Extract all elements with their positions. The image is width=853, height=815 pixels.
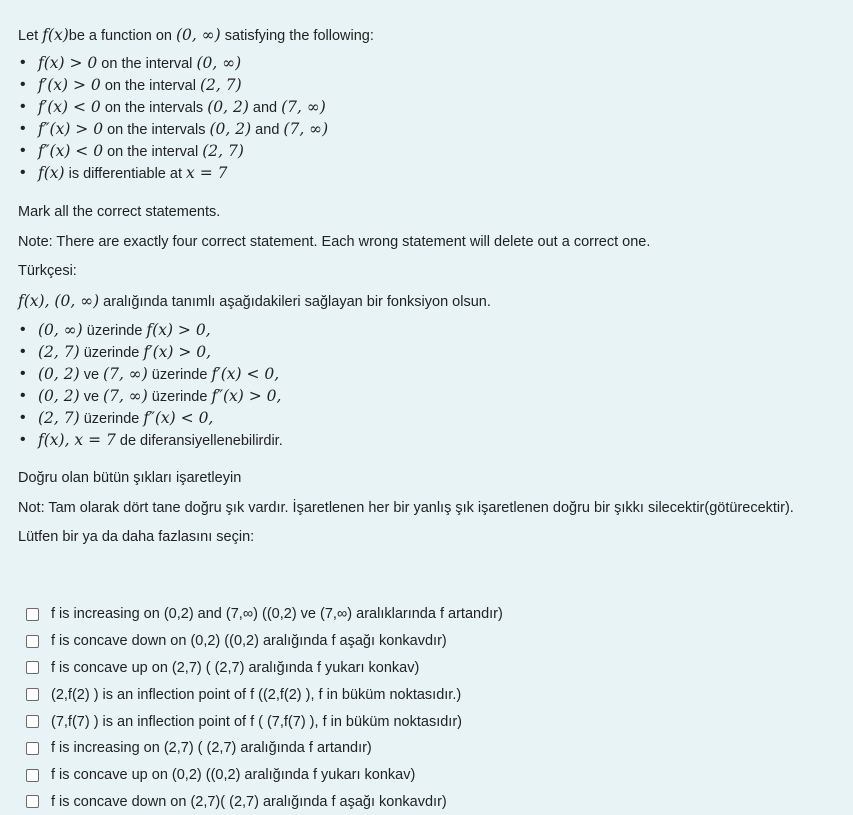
condition-item: • (2, 7) üzerinde f′(x) > 0, xyxy=(18,341,283,363)
option-label[interactable]: f is concave down on (2,7)( (2,7) aralığında f aşağı konkavdır) xyxy=(51,793,447,810)
option-label[interactable]: f is concave up on (0,2) ((0,2) aralığında f yukarı konkav) xyxy=(51,767,416,784)
condition-item: • f(x), x = 7 de diferansiyellenebilirdir. xyxy=(18,429,283,451)
option-checkbox[interactable] xyxy=(26,795,39,808)
option-checkbox[interactable] xyxy=(26,661,39,674)
intro-text-2: be a function on xyxy=(68,28,176,44)
condition-item: • (0, ∞) üzerinde f(x) > 0, xyxy=(18,319,283,341)
option-row[interactable] xyxy=(26,762,503,789)
turkish-intro-text: aralığında tanımlı aşağıdakileri sağlayan bir fonksiyon olsun. xyxy=(99,294,491,310)
condition-item: • f′(x) > 0 on the interval (2, 7) xyxy=(18,74,328,96)
option-checkbox[interactable] xyxy=(26,608,39,621)
option-label[interactable]: f is concave up on (2,7) ( (2,7) aralığında f yukarı konkav) xyxy=(51,659,420,676)
condition-item: • f″(x) > 0 on the intervals (0, 2) and (7, ∞) xyxy=(18,118,328,140)
turkish-conditions xyxy=(18,319,283,451)
question-panel xyxy=(2,2,851,811)
turkish-mark-text: Doğru olan bütün şıkları işaretleyin xyxy=(18,470,242,486)
turkish-intro xyxy=(18,292,491,310)
condition-item: • f(x) > 0 on the interval (0, ∞) xyxy=(18,52,328,74)
select-prompt: Lütfen bir ya da daha fazlasını seçin: xyxy=(18,529,255,545)
intro-text-1: Let xyxy=(18,28,43,44)
option-label[interactable]: f is increasing on (2,7) ( (2,7) aralığında f artandır) xyxy=(51,740,372,757)
turkish-note-text: Not: Tam olarak dört tane doğru şık vardır. İşaretlenen her bir yanlış şık işaretlenen doğru bir şıkkı silecektir(götürecektir). xyxy=(18,500,794,516)
option-label[interactable]: f is concave down on (0,2) ((0,2) aralığında f aşağı konkavdır) xyxy=(51,633,447,650)
option-row[interactable] xyxy=(26,789,503,815)
intro-math-fx: f(x) xyxy=(42,26,69,44)
intro-math-interval: (0, ∞) xyxy=(176,26,221,44)
condition-item: • (0, 2) ve (7, ∞) üzerinde f′(x) < 0, xyxy=(18,363,283,385)
condition-item: • (2, 7) üzerinde f″(x) < 0, xyxy=(18,407,283,429)
turkish-heading: Türkçesi: xyxy=(18,263,77,279)
turkish-intro-math: f(x), (0, ∞) xyxy=(18,292,100,310)
option-checkbox[interactable] xyxy=(26,715,39,728)
english-note-text: Note: There are exactly four correct statement. Each wrong statement will delete out a correct one. xyxy=(18,234,651,250)
condition-item: • (0, 2) ve (7, ∞) üzerinde f″(x) > 0, xyxy=(18,385,283,407)
option-row[interactable] xyxy=(26,628,503,655)
option-checkbox[interactable] xyxy=(26,742,39,755)
option-checkbox[interactable] xyxy=(26,688,39,701)
english-mark-text: Mark all the correct statements. xyxy=(18,204,221,220)
condition-item: • f′(x) < 0 on the intervals (0, 2) and (7, ∞) xyxy=(18,96,328,118)
option-checkbox[interactable] xyxy=(26,769,39,782)
answer-options xyxy=(26,601,503,815)
intro-text-3: satisfying the following: xyxy=(220,28,374,44)
option-row[interactable] xyxy=(26,708,503,735)
option-row[interactable] xyxy=(26,681,503,708)
option-label[interactable]: f is increasing on (0,2) and (7,∞) ((0,2) ve (7,∞) aralıklarında f artandır) xyxy=(51,606,503,623)
option-row[interactable] xyxy=(26,735,503,762)
condition-item: • f″(x) < 0 on the interval (2, 7) xyxy=(18,140,328,162)
english-intro xyxy=(18,26,374,44)
option-row[interactable] xyxy=(26,655,503,682)
english-conditions xyxy=(18,52,328,184)
option-label[interactable]: (7,f(7) ) is an inflection point of f ( (7,f(7) ), f in büküm noktasıdır) xyxy=(51,713,462,730)
option-label[interactable]: (2,f(2) ) is an inflection point of f ((2,f(2) ), f in büküm noktasıdır.) xyxy=(51,686,462,703)
option-checkbox[interactable] xyxy=(26,635,39,648)
option-row[interactable] xyxy=(26,601,503,628)
condition-item: • f(x) is differentiable at x = 7 xyxy=(18,162,328,184)
